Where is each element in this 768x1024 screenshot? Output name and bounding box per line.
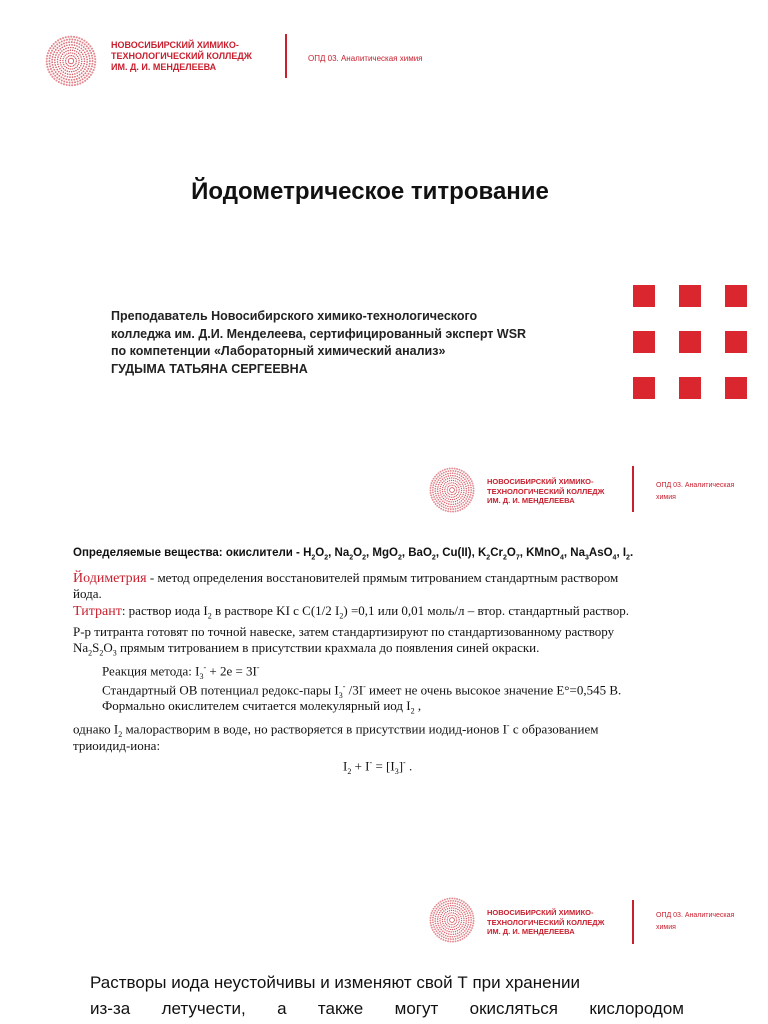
potential-text: имеет не очень высокое значение E°=0,545 В. <box>365 682 622 698</box>
equation-part: = [I <box>372 758 395 774</box>
titrant-text: ) =0,1 или 0,01 моль/л – втор. стандартный раствор. <box>343 603 629 618</box>
college-logo <box>44 34 98 88</box>
preparation-text: прямым титрованием в присутствии крахмала до появления синей окраски. <box>116 640 540 655</box>
decor-square <box>633 377 655 399</box>
header-divider <box>632 900 634 944</box>
solubility-text: малорастворим в воде, но растворяется в присутствии иодид-ионов I <box>122 721 507 737</box>
iodometry-definition <box>73 570 618 587</box>
equation-part: + I <box>351 758 370 774</box>
college-name-line: НОВОСИБИРСКИЙ ХИМИКО- <box>487 908 594 917</box>
college-name <box>487 908 604 937</box>
oxidizer-text: , <box>414 698 422 713</box>
iodometry-definition-cont: йода. <box>73 586 102 601</box>
college-name-line: ИМ. Д. И. МЕНДЕЛЕЕВА <box>487 496 575 505</box>
teacher-name: ГУДЫМА ТАТЬЯНА СЕРГЕЕВНА <box>111 361 308 376</box>
decor-square <box>725 331 747 353</box>
reaction-line: Реакция метода: $I_3^- + 2e = 3I^-$ <box>102 663 260 681</box>
equation-part: ] <box>398 758 404 774</box>
slide3-text <box>90 970 684 1022</box>
equation: $I_2 + I^- = [I_3]^-$ . <box>343 758 413 776</box>
titrant-term: Титрант <box>73 604 122 619</box>
titrant-text: в растворе KI с С(1/2 I <box>211 603 340 618</box>
course-name <box>656 480 734 504</box>
college-name-line: ТЕХНОЛОГИЧЕСКИЙ КОЛЛЕДЖ <box>487 486 605 496</box>
college-logo <box>428 896 476 944</box>
course-name <box>656 910 734 934</box>
preparation-line-2: $Na_2S_2O_3$ прямым титрованием в присутствии крахмала до появления синей окраски. <box>73 640 540 658</box>
titrant-line: Титрант: раствор иода $I_2$ в растворе KI с С(1/2 $I_2) =0,1$ или 0,01 моль/л – втор. стандартный раствор. <box>73 603 629 621</box>
decor-square <box>633 331 655 353</box>
analyte-line: Определяемые вещества: окислители - $H_2O_2$, $Na_2O_2$, MgO$_2$, BaO$_2$, Cu(II), $K_2Cr_2O_7$, KMnO$_4$, $Na_3AsO_4$, $I_2$. <box>73 547 634 562</box>
page-title: Йодометрическое титрование <box>191 178 549 205</box>
equation-part: . <box>405 758 413 774</box>
decor-square <box>679 331 701 353</box>
course-name-line: ОПД 03. Аналитическая <box>656 482 735 489</box>
slide3-line: Растворы иода неустойчивы и изменяют свой Т при хранении <box>90 973 580 992</box>
college-name-line: ТЕХНОЛОГИЧЕСКИЙ КОЛЛЕДЖ <box>111 51 252 61</box>
potential-text: Стандартный ОВ потенциал редокс-пары I <box>102 682 339 698</box>
header-divider <box>285 34 287 78</box>
course-name-line: химия <box>656 924 676 931</box>
potential-line: Стандартный ОВ потенциал редокс-пары $I_3^-$ /3I- имеет не очень высокое значение E°=0,545 В. <box>102 682 622 700</box>
iodometry-term: Йодиметрия <box>73 571 147 586</box>
college-logo <box>428 466 476 514</box>
solubility-text: однако I <box>73 721 119 737</box>
preparation-line: Р-р титранта готовят по точной навеске, затем стандартизируют по стандартизованному раствору <box>73 624 615 639</box>
teacher-info <box>111 308 526 378</box>
teacher-line: колледжа им. Д.И. Менделеева, сертифицированный эксперт WSR <box>111 326 527 341</box>
header-divider <box>632 466 634 512</box>
teacher-line: по компетенции «Лабораторный химический анализ» <box>111 344 446 358</box>
course-name-line: химия <box>656 494 676 501</box>
analyte-label: Определяемые вещества: окислители - <box>73 547 304 559</box>
slide3-line: из-за летучести, а также могут окисляться кислородом <box>90 999 684 1018</box>
oxidizer-line: Формально окислителем считается молекулярный иод $I_2$ , <box>102 698 422 716</box>
decor-square <box>679 377 701 399</box>
course-name-line: ОПД 03. Аналитическая <box>656 912 735 919</box>
oxidizer-text: Формально окислителем считается молекулярный иод I <box>102 698 411 713</box>
course-name: ОПД 03. Аналитическая химия <box>308 54 423 63</box>
reaction-label: Реакция метода: I <box>102 663 200 679</box>
iodometry-text: - метод определения восстановителей прямым титрованием стандартным раствором <box>146 570 619 585</box>
potential-text: /3I <box>345 682 364 698</box>
reaction-text: + 2e = 3I <box>206 663 257 679</box>
college-name-line: НОВОСИБИРСКИЙ ХИМИКО- <box>111 40 239 50</box>
college-name <box>487 477 604 506</box>
college-name-line: ИМ. Д. И. МЕНДЕЛЕЕВА <box>487 927 575 936</box>
teacher-line: Преподаватель Новосибирского химико-технологического <box>111 309 478 323</box>
solubility-line: однако $I_2$ малорастворим в воде, но растворяется в присутствии иодид-ионов I- с образованием <box>73 721 599 739</box>
solubility-text: с образованием <box>509 721 599 737</box>
college-name-line: ТЕХНОЛОГИЧЕСКИЙ КОЛЛЕДЖ <box>487 917 605 927</box>
college-name <box>111 40 252 73</box>
decor-square <box>725 377 747 399</box>
titrant-text: : раствор иода I <box>121 603 208 618</box>
decor-square <box>633 285 655 307</box>
college-name-line: НОВОСИБИРСКИЙ ХИМИКО- <box>487 477 594 486</box>
triiodide-line: триоидид-иона: <box>73 738 161 753</box>
equation-part: I <box>343 758 348 774</box>
decor-square <box>679 285 701 307</box>
college-name-line: ИМ. Д. И. МЕНДЕЛЕЕВА <box>111 62 217 72</box>
decor-square <box>725 285 747 307</box>
